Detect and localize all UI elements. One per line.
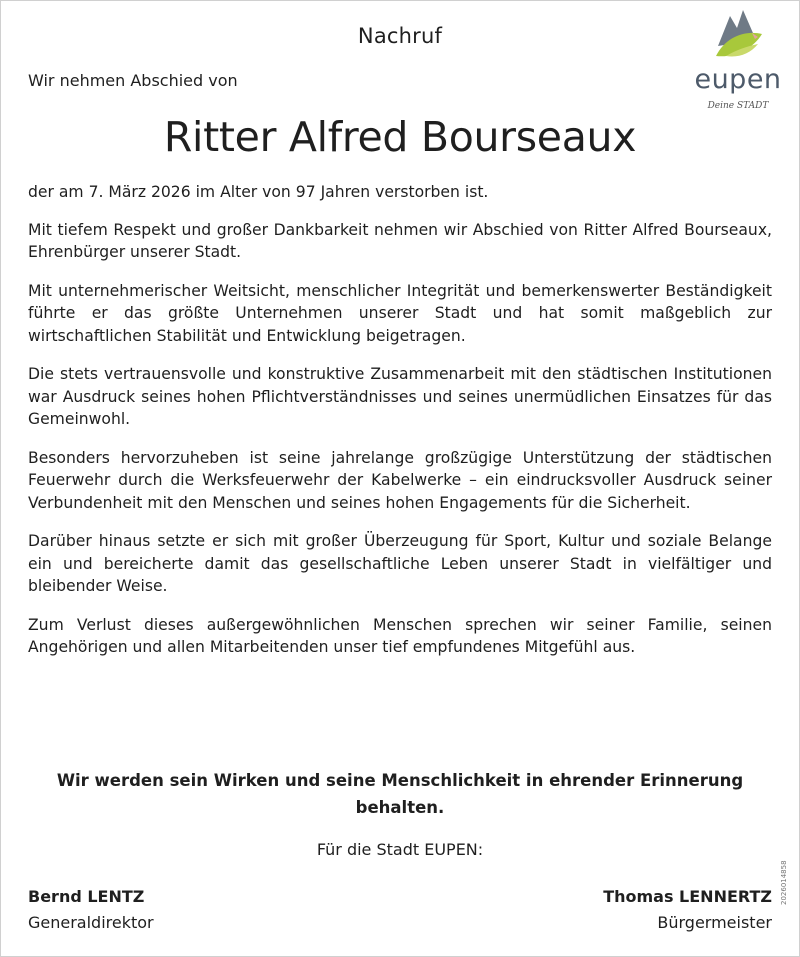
signatory-left xyxy=(28,884,154,936)
paragraph: Mit tiefem Respekt und großer Dankbarkeit nehmen wir Abschied von Ritter Alfred Bourseaux, Ehrenbürger unserer Stadt. xyxy=(28,220,772,261)
signatory-name: Thomas LENNERTZ xyxy=(603,887,772,906)
closing-statement: Wir werden sein Wirken und seine Menschlichkeit in ehrender Erinnerung behalten. xyxy=(56,771,744,817)
signatory-role: Bürgermeister xyxy=(657,913,772,932)
notice-heading: Nachruf xyxy=(357,24,443,48)
logo-wordmark: eupen xyxy=(694,64,782,95)
intro-line: Wir nehmen Abschied von xyxy=(28,71,238,90)
signatory-role: Generaldirektor xyxy=(28,913,154,932)
paragraph: Darüber hinaus setzte er sich mit großer Überzeugung für Sport, Kultur und soziale Belange ein und bereicherte damit das gesellschaftliche Leben unserer Stadt in vielfältiger und bleibender Weise. xyxy=(28,532,772,595)
mountain-leaf-icon xyxy=(712,6,764,64)
paragraph: Mit unternehmerischer Weitsicht, menschlicher Integrität und bemerkenswerter Beständigkeit führte er das größte Unternehmen unserer Stadt und hat somit maßgeblich zur wirtschaftlichen Stabilität und Entwicklung beigetragen. xyxy=(28,281,772,345)
paragraph: Die stets vertrauensvolle und konstruktive Zusammenarbeit mit den städtischen Institutionen war Ausdruck seines hohen Pflichtverständnisses und seines unermüdlichen Einsatzes für das Gemeinwohl. xyxy=(28,365,772,428)
reference-number: 2026014858 xyxy=(780,860,788,905)
paragraph: Zum Verlust dieses außergewöhnlichen Menschen sprechen wir seiner Familie, seinen Angehörigen und allen Mitarbeitenden unser tief empfundenes Mitgefühl aus. xyxy=(28,615,772,656)
deceased-name: Ritter Alfred Bourseaux xyxy=(163,113,637,161)
eupen-logo xyxy=(694,6,782,116)
paragraph: der am 7. März 2026 im Alter von 97 Jahren verstorben ist. xyxy=(28,183,489,201)
paragraph: Besonders hervorzuheben ist seine jahrelange großzügige Unterstützung der städtischen Feuerwehr durch die Werksfeuerwehr der Kabelwerke – ein eindrucksvoller Ausdruck seiner Verbundenheit mit den Menschen und seines hohen Engagements für die Sicherheit. xyxy=(28,448,772,512)
signoff-line: Für die Stadt EUPEN: xyxy=(316,840,484,859)
signatory-name: Bernd LENTZ xyxy=(28,887,145,906)
signatory-right xyxy=(603,884,772,936)
logo-tagline: Deine STADT xyxy=(707,101,769,111)
notice-body xyxy=(28,181,772,675)
